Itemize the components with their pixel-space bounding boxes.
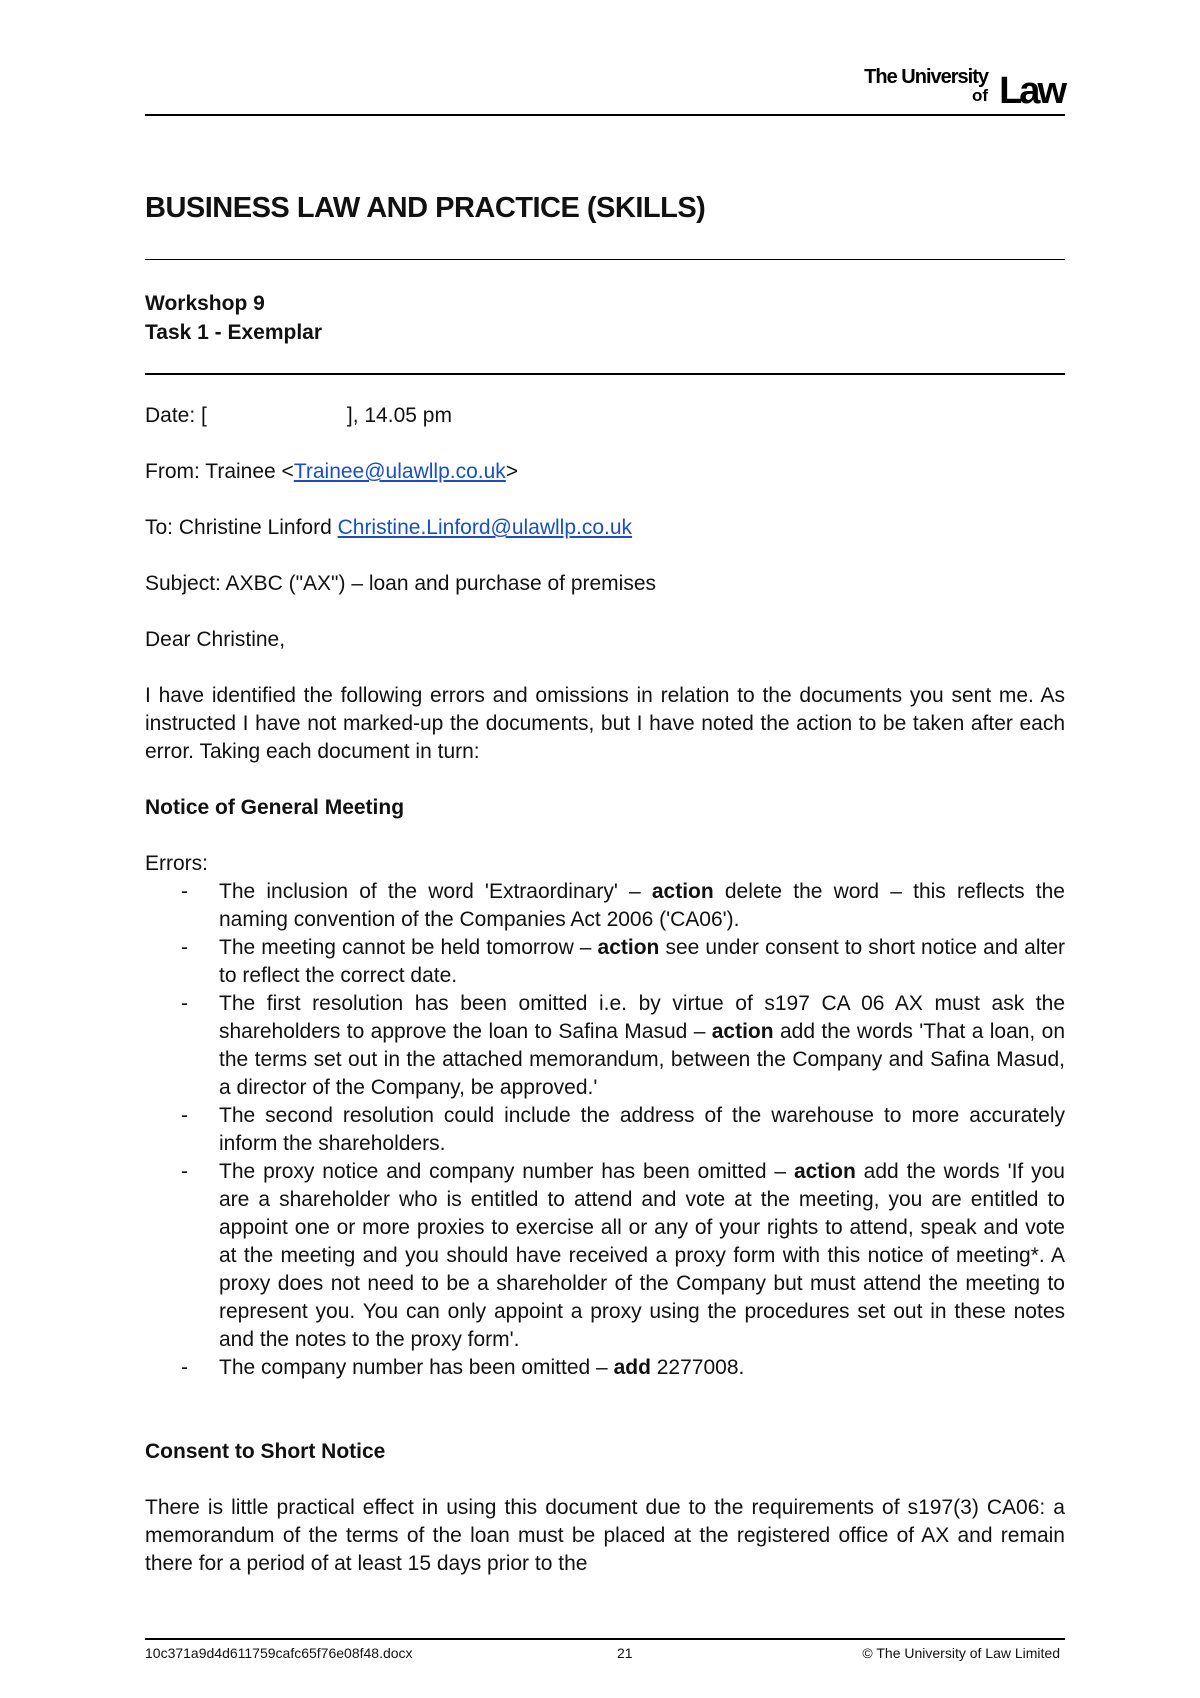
- footer-page-number: 21: [617, 1645, 633, 1661]
- list-item: - The inclusion of the word 'Extraordinary' – action delete the word – this reflects the naming convention of the Companies Act 2006 ('CA06').: [181, 880, 1065, 931]
- to-label: To: Christine Linford: [145, 516, 338, 539]
- section-heading-consent: Consent to Short Notice: [145, 1440, 386, 1463]
- workshop-heading: [145, 289, 1065, 347]
- email-date: [145, 402, 1065, 430]
- footer-divider: [145, 1638, 1065, 1640]
- from-email-link[interactable]: Trainee@ulawllp.co.uk: [293, 460, 506, 483]
- list-item: - The first resolution has been omitted i.e. by virtue of s197 CA 06 AX must ask the shareholders to approve the loan to Safina Masud – action add the words 'That a loan, on the terms set out in the attached memorandum, between the Company and Safina Masud, a director of the Company, be approved.': [181, 992, 1065, 1099]
- logo-line-1: The University: [864, 66, 988, 88]
- list-item: - The company number has been omitted – add 2277008.: [181, 1356, 745, 1379]
- task-label: Task 1 - Exemplar: [145, 321, 323, 344]
- from-close: >: [505, 460, 519, 483]
- email-greeting: Dear Christine,: [145, 628, 286, 651]
- section-heading-notice: Notice of General Meeting: [145, 796, 405, 819]
- workshop-label: Workshop 9: [145, 292, 265, 315]
- email-body: [145, 402, 1065, 1606]
- email-intro: I have identified the following errors and omissions in relation to the documents you sent me. As instructed I have not marked-up the documents, but I have noted the action to be taken after each error. Taking each document in turn:: [145, 684, 1065, 763]
- consent-paragraph: There is little practical effect in using this document due to the requirements of s197(3) CA06: a memorandum of the terms of the loan must be placed at the registered office of AX and remain there for a period of at least 15 days prior to the: [145, 1496, 1065, 1575]
- header-divider: [145, 114, 1065, 116]
- task-divider: [145, 373, 1065, 375]
- university-of-law-logo: [844, 66, 1064, 112]
- document-title: BUSINESS LAW AND PRACTICE (SKILLS): [145, 192, 706, 224]
- email-from: [145, 458, 1065, 486]
- footer-copyright: © The University of Law Limited: [862, 1645, 1060, 1661]
- title-divider: [145, 259, 1065, 260]
- list-item: - The meeting cannot be held tomorrow – action see under consent to short notice and alter to reflect the correct date.: [181, 936, 1066, 987]
- date-tail: ], 14.05 pm: [346, 404, 452, 427]
- from-label: From: Trainee <: [145, 460, 294, 483]
- errors-list: [145, 878, 1065, 1382]
- list-item: - The proxy notice and company number has been omitted – action add the words 'If you are a shareholder who is entitled to attend and vote at the meeting, you are entitled to appoint one or more proxies to exercise all or any of your rights to attend, speak and vote at the meeting and you should have received a proxy form with this notice of meeting*. A proxy does not need to be a shareholder of the Company but must attend the meeting to represent you. You can only appoint a proxy using the procedures set out in these notes and the notes to the proxy form'.: [181, 1160, 1065, 1351]
- to-email-link[interactable]: Christine.Linford@ulawllp.co.uk: [337, 516, 633, 539]
- logo-of: of: [971, 86, 988, 105]
- email-subject: Subject: AXBC ("AX") – loan and purchase of premises: [145, 572, 657, 595]
- list-item: - The second resolution could include the address of the warehouse to more accurately inform the shareholders.: [181, 1104, 1065, 1155]
- email-to: [145, 514, 1065, 542]
- logo-law: Law: [999, 70, 1064, 112]
- date-label: Date: [: [145, 404, 207, 427]
- footer-filename: 10c371a9d4d611759cafc65f76e08f48.docx: [145, 1645, 413, 1661]
- errors-label: Errors:: [145, 852, 208, 875]
